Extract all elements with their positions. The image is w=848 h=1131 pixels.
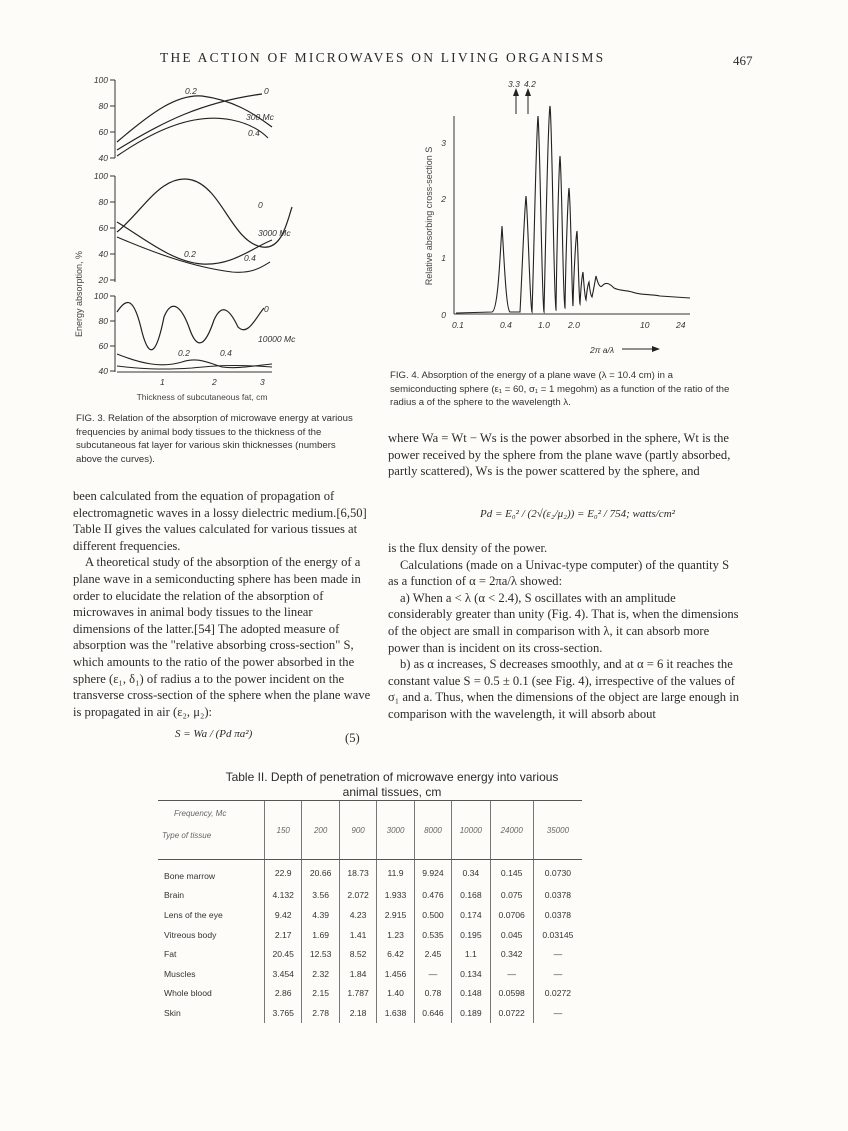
table-cell: 2.86 — [265, 984, 302, 1004]
table-cell: 2.45 — [414, 944, 451, 964]
fig3-p1-ytick: 60 — [98, 127, 108, 137]
right-para-4: a) When a < λ (α < 2.4), S oscillates with an amplitude considerably greater than unity (Fig. 4). That is, when the dimensions of the object are small in comparison with λ, it can absorb more power than is incident on its cross-section. — [388, 590, 739, 655]
table-cell: 0.476 — [414, 886, 451, 906]
table-row-tissue: Fat — [164, 949, 177, 960]
fig3-ylabel: Energy absorption, % — [74, 250, 84, 338]
table-col-header: 900 — [339, 801, 376, 860]
table-title — [172, 770, 612, 800]
fig4-xtick: 2.0 — [568, 320, 580, 330]
table-row — [158, 944, 582, 964]
table-cell: 1.23 — [377, 925, 414, 945]
table-row-tissue: Skin — [164, 1007, 181, 1018]
fig3-p2-ytick: 80 — [98, 197, 108, 207]
page-number: 467 — [733, 53, 753, 68]
fig4-xtick: 0.1 — [452, 320, 464, 330]
table-cell: 0.195 — [452, 925, 490, 945]
table-corner-bottom: Type of tissue — [162, 831, 212, 840]
running-header: THE ACTION OF MICROWAVES ON LIVING ORGANISMS — [160, 50, 606, 65]
table-cell: 8.52 — [339, 944, 376, 964]
fig4-ytick: 0 — [441, 310, 446, 320]
fig3-xlabel: Thickness of subcutaneous fat, cm — [136, 392, 268, 402]
fig3-p1-ytick: 80 — [98, 101, 108, 111]
table-cell: 2.915 — [377, 905, 414, 925]
fig3-curve-label: 0 — [258, 200, 263, 210]
fig3-p3-ytick: 80 — [98, 316, 108, 326]
table-cell: — — [414, 964, 451, 984]
table-cell: 2.32 — [302, 964, 339, 984]
fig4-peak-label: 3.3 — [508, 79, 520, 89]
table-col-header: 3000 — [377, 801, 414, 860]
table-row-tissue: Vitreous body — [164, 929, 217, 940]
table-cell: 12.53 — [302, 944, 339, 964]
table-cell: — — [533, 964, 582, 984]
table-row — [158, 860, 582, 886]
fig3-curve-label: 0.4 — [244, 253, 256, 263]
table-cell: 0.03145 — [533, 925, 582, 945]
fig4-xlabel: 2π a/λ — [590, 345, 615, 355]
right-column-bottom — [388, 540, 740, 723]
table-cell: 2.18 — [339, 1003, 376, 1023]
table-cell: 0.34 — [452, 860, 490, 886]
right-para-2: is the flux density of the power. — [388, 541, 548, 555]
table-grid — [158, 801, 582, 1023]
table-cell: 9.924 — [414, 860, 451, 886]
fig3-curve-label: 0.2 — [184, 249, 196, 259]
fig4-curve — [456, 106, 690, 313]
table-cell: 2.17 — [265, 925, 302, 945]
table-cell: 1.69 — [302, 925, 339, 945]
table-cell: 0.075 — [490, 886, 533, 906]
fig3-panel-300 — [94, 75, 275, 163]
fig3-p2-ytick: 60 — [98, 223, 108, 233]
table-cell: 0.189 — [452, 1003, 490, 1023]
table-cell: 0.535 — [414, 925, 451, 945]
right-para-5: b) as α increases, S decreases smoothly, and at α = 6 it reaches the constant value S = 0.5 ± 0.1 (see Fig. 4), irrespective of the values of σ₁ and a. Thus, when the dimensions of the object are large enough in comparison with the wavelength, it will absorb about — [388, 657, 740, 721]
table-cell: 4.39 — [302, 905, 339, 925]
fig3-freq-label: 300 Mc — [246, 112, 274, 122]
table-cell: 18.73 — [339, 860, 376, 886]
fig4-x-arrow-head — [652, 346, 660, 352]
fig3-panel-3000 — [94, 171, 292, 285]
fig3-p1-ytick: 100 — [93, 75, 108, 85]
table-cell: 0.168 — [452, 886, 490, 906]
fig3-p2-ytick: 40 — [98, 249, 108, 259]
table-cell: 0.78 — [414, 984, 451, 1004]
table-cell: — — [533, 944, 582, 964]
table-cell: 20.66 — [302, 860, 339, 886]
table-cell: 3.56 — [302, 886, 339, 906]
table-col-header: 24000 — [490, 801, 533, 860]
fig3-xtick: 2 — [212, 377, 217, 387]
table-cell: 2.15 — [302, 984, 339, 1004]
table-row — [158, 905, 582, 925]
table-cell: 0.0272 — [533, 984, 582, 1004]
table-cell: 1.638 — [377, 1003, 414, 1023]
table-cell: 1.933 — [377, 886, 414, 906]
left-para-1: been calculated from the equation of propagation of electromagnetic waves in a lossy dielectric medium.[6,50] Table II gives the values calculated for various tissues at different frequencies. — [73, 489, 367, 553]
table-cell: 4.132 — [265, 886, 302, 906]
fig4-peak-arrow-head — [513, 88, 519, 96]
fig3-chart — [72, 72, 362, 402]
table-cell: 9.42 — [265, 905, 302, 925]
table-cell: 0.045 — [490, 925, 533, 945]
fig4-xtick: 10 — [640, 320, 650, 330]
table-col-header: 10000 — [452, 801, 490, 860]
table-row-tissue: Whole blood — [164, 988, 212, 999]
table-cell: 20.45 — [265, 944, 302, 964]
right-para-1: where Wa = Wt − Ws is the power absorbed in the sphere, Wt is the power received by the sphere from the plane wave (partly absorbed, partly scattered), Ws is the power scattered by the sphere, and — [388, 431, 731, 479]
table-cell: 0.148 — [452, 984, 490, 1004]
table-cell: 0.0706 — [490, 905, 533, 925]
table-row-tissue: Lens of the eye — [164, 909, 223, 920]
fig3-xtick: 1 — [160, 377, 165, 387]
equation-5-number: (5) — [345, 731, 360, 745]
table-row-tissue: Bone marrow — [164, 870, 216, 881]
fig3-curve — [117, 302, 264, 349]
fig4-ytick: 2 — [441, 194, 446, 204]
table-cell: 2.78 — [302, 1003, 339, 1023]
fig3-caption: FIG. 3. Relation of the absorption of microwave energy at various frequencies by animal body tissues to the thickness of the subcutaneous fat layer for various skin thicknesses (numbers above the curves). — [76, 413, 353, 465]
fig3-p3-ytick: 100 — [93, 291, 108, 301]
fig3-curve — [117, 365, 272, 369]
table-cell: 0.145 — [490, 860, 533, 886]
fig3-panel-10000 — [94, 291, 296, 387]
table-title-line1: Table II. Depth of penetration of microwave energy into various — [225, 770, 559, 784]
table-cell: 0.174 — [452, 905, 490, 925]
table-row — [158, 964, 582, 984]
table-cell: 4.23 — [339, 905, 376, 925]
table-cell: 1.456 — [377, 964, 414, 984]
table-cell: 0.0378 — [533, 886, 582, 906]
table-col-header: 200 — [302, 801, 339, 860]
fig4-peak-arrow-head — [525, 88, 531, 96]
table-cell: 0.0598 — [490, 984, 533, 1004]
table-row — [158, 925, 582, 945]
table-cell: 0.342 — [490, 944, 533, 964]
fig3-p2-ytick: 100 — [93, 171, 108, 181]
fig4-xtick: 0.4 — [500, 320, 512, 330]
table-cell: 2.072 — [339, 886, 376, 906]
table-cell: — — [490, 964, 533, 984]
table-ii — [158, 800, 582, 1023]
fig3-p1-ytick: 40 — [98, 153, 108, 163]
table-row-tissue: Brain — [164, 890, 185, 901]
fig3-curve-label: 0.4 — [248, 128, 260, 138]
fig3-curve-label: 0 — [264, 86, 269, 96]
table-row-tissue: Muscles — [164, 968, 196, 979]
fig3-freq-label: 3000 Mc — [258, 228, 291, 238]
fig3-curve-label: 0.2 — [178, 348, 190, 358]
table-cell: 1.84 — [339, 964, 376, 984]
fig3-p3-ytick: 40 — [98, 366, 108, 376]
right-para-3: Calculations (made on a Univac-type computer) of the quantity S as a function of α = 2πa/λ showed: — [388, 557, 730, 589]
table-title-line2: animal tissues, cm — [342, 785, 442, 799]
fig4-ylabel: Relative absorbing cross-section S — [424, 146, 434, 286]
left-para-2: A theoretical study of the absorption of the energy of a plane wave in a semiconducting sphere has been made in order to elucidate the relation of the absorption of microwaves in animal body tissues to the linear dimensions of the latter.[54] The adopted measure of absorption was the "relative absorbing cross-section" S, which amounts to the ratio of the power absorbed in the sphere (ε₁, δ₁) of radius a to the power incident on the transverse cross-section of the sphere when the plane wave is propagated in air (ε₂, μ₂): — [73, 555, 371, 719]
fig3-curve-label: 0.2 — [185, 86, 197, 96]
table-header-row — [158, 801, 582, 860]
table-cell: — — [533, 1003, 582, 1023]
fig3-p3-ytick: 60 — [98, 341, 108, 351]
table-col-header: 150 — [265, 801, 302, 860]
fig4-xtick: 1.0 — [538, 320, 550, 330]
table-cell: 0.500 — [414, 905, 451, 925]
fig4-xtick: 24 — [676, 320, 686, 330]
fig3-p2-ytick: 20 — [98, 275, 108, 285]
table-cell: 22.9 — [265, 860, 302, 886]
fig3-curve-label: 0 — [264, 304, 269, 314]
fig4-caption: FIG. 4. Absorption of the energy of a plane wave (λ = 10.4 cm) in a semiconducting sphere (ε₁ = 60, σ₁ = 1 megohm) as a function of the ratio of the radius a of the sphere to the wavelength λ. — [390, 370, 730, 408]
fig3-freq-label: 10000 Mc — [258, 334, 296, 344]
left-column — [73, 488, 373, 720]
fig3-xtick: 3 — [260, 377, 265, 387]
table-cell: 3.765 — [265, 1003, 302, 1023]
table-cell: 1.1 — [452, 944, 490, 964]
table-row — [158, 886, 582, 906]
fig3-curve-label: 0.4 — [220, 348, 232, 358]
table-row — [158, 984, 582, 1004]
table-col-header: 8000 — [414, 801, 451, 860]
table-cell: 6.42 — [377, 944, 414, 964]
table-row — [158, 1003, 582, 1023]
table-cell: 0.0722 — [490, 1003, 533, 1023]
power-flux-equation: Pd = E₀² / (2√(ε₂/μ₂)) = E₀² / 754; watts/cm² — [480, 508, 675, 520]
table-cell: 1.787 — [339, 984, 376, 1004]
fig4-chart — [420, 76, 720, 360]
table-cell: 0.0378 — [533, 905, 582, 925]
table-cell: 1.41 — [339, 925, 376, 945]
table-corner-cell — [158, 801, 265, 860]
fig4-ytick: 3 — [441, 138, 446, 148]
table-cell: 11.9 — [377, 860, 414, 886]
table-body — [158, 860, 582, 1023]
table-cell: 1.40 — [377, 984, 414, 1004]
table-cell: 3.454 — [265, 964, 302, 984]
right-column-top — [388, 430, 740, 480]
fig4-peak-label: 4.2 — [524, 79, 536, 89]
table-cell: 0.0730 — [533, 860, 582, 886]
table-corner-top: Frequency, Mc — [174, 809, 227, 818]
table-col-header: 35000 — [533, 801, 582, 860]
table-cell: 0.134 — [452, 964, 490, 984]
equation-5: S = Wa / (Pd πa²) — [175, 728, 253, 740]
fig4-ytick: 1 — [441, 253, 446, 263]
table-cell: 0.646 — [414, 1003, 451, 1023]
